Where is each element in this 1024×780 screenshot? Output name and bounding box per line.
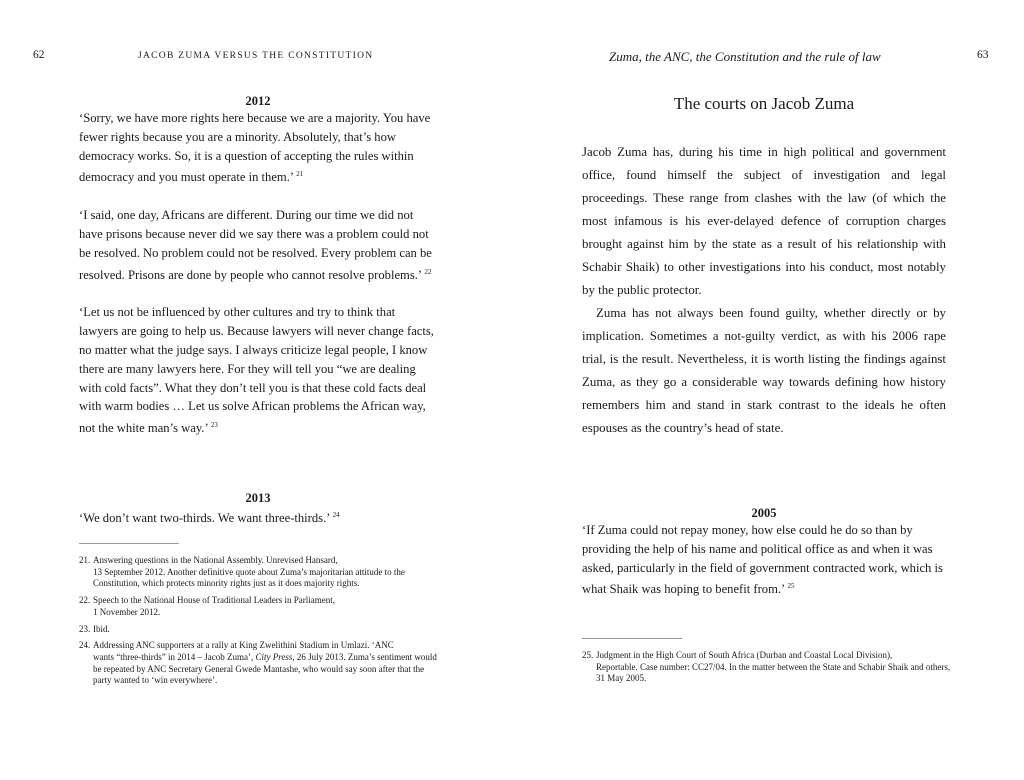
year-heading-2013: 2013 — [245, 491, 271, 505]
publication-title: City Press — [255, 651, 293, 662]
page-number-left: 62 — [33, 49, 45, 61]
running-head-right: Zuma, the ANC, the Constitution and the rule of law — [609, 49, 881, 64]
footnote-21 — [79, 555, 443, 590]
page-number-right: 63 — [977, 49, 989, 61]
footnote-text: 1 November 2012. — [93, 606, 161, 617]
footnote-22 — [79, 595, 443, 618]
footnote-25 — [582, 650, 952, 685]
footnote-text: Reportable. Case number: CC27/04. In the matter between the State and Schabir Shaik and others, 31 May 2005. — [596, 661, 951, 684]
quote-text: ‘I said, one day, Africans are different. During our time we did not have prisons because never did we say there was a problem could not be resolved. No problem could not be resolved. Every problem can be resolved. Prisons are done by people who cannot resolve problems.’ — [79, 208, 432, 282]
footnote-number: 23. — [79, 623, 91, 634]
running-head-left: JACOB ZUMA VERSUS THE CONSTITUTION — [138, 51, 374, 61]
footnote-text: Ibid. — [93, 623, 110, 634]
body-text — [582, 141, 946, 440]
quote-three-thirds — [79, 506, 437, 528]
quote-majority-rights — [79, 109, 437, 187]
paragraph-2: Zuma has not always been found guilty, whether directly or by implication. Sometimes a not-guilty verdict, as with his 2006 rape trial, is the result. Nevertheless, it is worth listing the findings against Zuma, as they go a considerable way towards defining how history remembers him and stand in stark contrast to the ideals he often espouses as the country’s head of state. — [582, 306, 946, 435]
footnote-text-part: wants “three-thirds” in 2014 – Jacob Zuma’, — [93, 651, 254, 662]
quote-text: ‘Let us not be influenced by other cultures and try to think that lawyers are going to help us. Because lawyers will never change facts, no matter what the judge says. I always criticize legal people, I know there are many lawyers here. For they will tell you “we are dealing with cold facts”. What they don’t tell you is that these cold facts deal with warm bodies … Let us solve African problems the African way, not the white man’s way.’ — [79, 305, 434, 436]
footnote-ref-25: 25 — [787, 582, 795, 591]
quote-text: ‘If Zuma could not repay money, how else could he do so than by providing the help of his name and political office as and when it was asked, particularly in the field of government contracted work, which is what Shaik was hoping to benefit from.’ — [582, 523, 943, 597]
footnote-ref-21: 21 — [296, 170, 304, 179]
footnote-number: 22. — [79, 595, 91, 606]
quote-shaik-judgment — [582, 521, 946, 599]
quote-lawyers — [79, 303, 437, 438]
footnote-text-part: , 26 July 2013. Zuma’s sentiment would be repeated by ANC Secretary General Gwede Mantashe, who would say soon after that the party wanted to ‘win everywhere’. — [93, 651, 437, 686]
year-heading-2005: 2005 — [751, 506, 777, 520]
footnote-number: 25. — [582, 650, 594, 660]
footnote-number: 24. — [79, 640, 91, 651]
quote-block-2012 — [79, 94, 437, 438]
footnote-number: 21. — [79, 555, 91, 565]
quote-text: ‘We don’t want two-thirds. We want three-thirds.’ — [79, 511, 330, 526]
footnote-text: Judgment in the High Court of South Africa (Durban and Coastal Local Division), — [596, 650, 893, 660]
section-title: The courts on Jacob Zuma — [673, 94, 855, 113]
paragraph-1: Jacob Zuma has, during his time in high political and government office, found himself the subject of investigation and legal proceedings. These range from clashes with the law (of which the most infamous is his ever-delayed defence of corruption charges brought against him by the state as a result of his relationship with Schabir Shaik) to other investigations into his conduct, most notably by the public protector. — [582, 145, 946, 297]
footnote-text: Addressing ANC supporters at a rally at King Zwelithini Stadium in Umlazi. ‘ANC — [93, 640, 394, 651]
footnote-text: 13 September 2012. Another definitive quote about Zuma’s majoritarian attitude to the Constitution, which protects minority rights just as it does majority rights. — [93, 566, 405, 589]
quote-prisons — [79, 206, 437, 284]
quote-block-2005 — [582, 506, 946, 599]
footnote-divider — [582, 638, 682, 639]
footnotes-right — [582, 650, 952, 685]
quote-text: ‘Sorry, we have more rights here because we are a majority. You have fewer rights because you are a minority. Absolutely, that’s how democracy works. So, it is a question of accepting the rules within democracy and you must operate in them.’ — [79, 111, 431, 185]
footnote-text: Speech to the National House of Traditional Leaders in Parliament, — [93, 595, 335, 606]
footnote-ref-23: 23 — [210, 421, 218, 430]
footnote-divider — [79, 543, 179, 544]
footnotes-left — [79, 555, 443, 687]
footnote-text — [79, 652, 443, 687]
footnote-ref-22: 22 — [424, 267, 432, 276]
right-page — [512, 0, 1024, 780]
footnote-ref-24: 24 — [332, 511, 340, 519]
year-heading-2012: 2012 — [245, 94, 271, 108]
footnote-24 — [79, 640, 443, 687]
quote-block-2013 — [79, 491, 437, 528]
footnote-text: Answering questions in the National Assembly. Unrevised Hansard, — [93, 555, 338, 565]
footnote-23 — [79, 624, 443, 636]
